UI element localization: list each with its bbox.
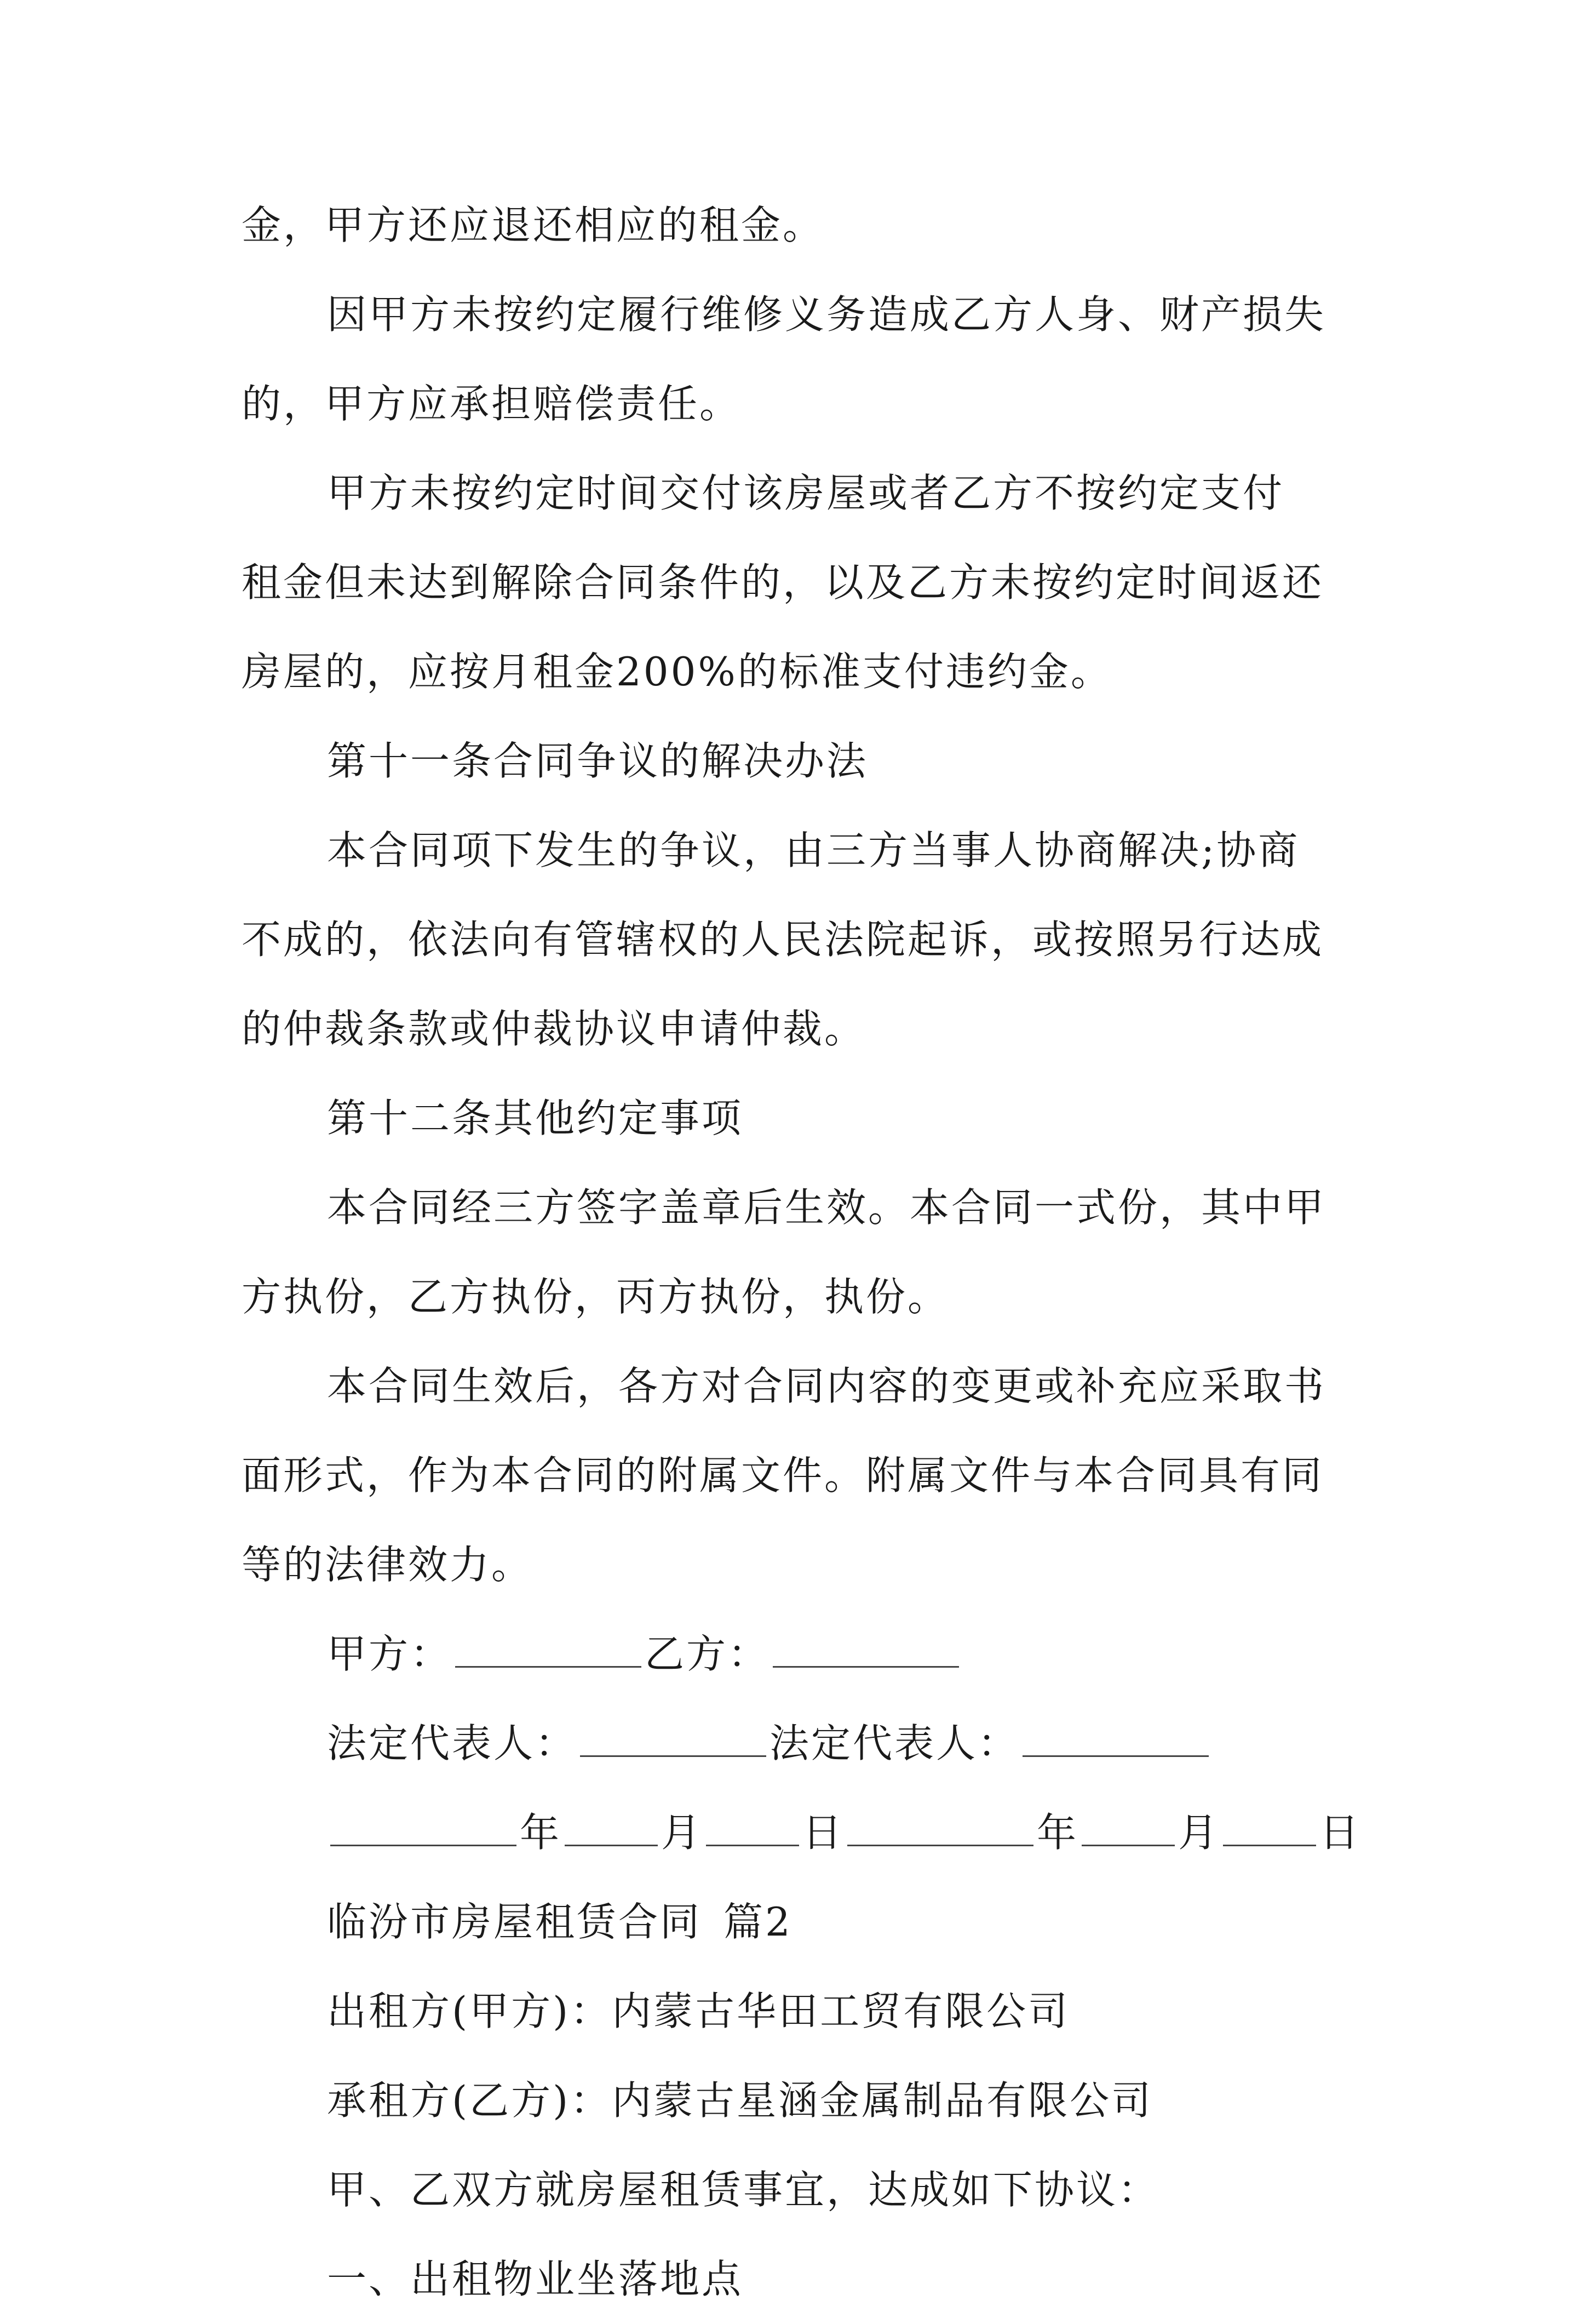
document-body — [242, 181, 1362, 2324]
rep-a-label: 法定代表人： — [327, 1720, 577, 1766]
paragraph-line: 甲方未按约定时间交付该房屋或者乙方不按约定支付 — [327, 470, 1285, 516]
year-label: 年 — [520, 1810, 562, 1856]
section-heading: 一、出租物业坐落地点 — [327, 2256, 744, 2302]
paragraph-line: 本合同经三方签字盖章后生效。本合同一式份，其中甲 — [327, 1184, 1326, 1230]
party-b-blank — [773, 1622, 959, 1668]
paragraph-line: 等的法律效力。 — [242, 1542, 533, 1588]
year-a-blank — [330, 1801, 516, 1846]
lessor-line: 出租方(甲方)：内蒙古华田工贸有限公司 — [327, 1988, 1070, 2034]
signature-representatives-line — [242, 1699, 1359, 1788]
paragraph-line: 面形式，作为本合同的附属文件。附属文件与本合同具有同 — [242, 1452, 1324, 1498]
rep-a-blank — [580, 1711, 766, 1757]
second-contract-title — [242, 1877, 1359, 1967]
paragraph-line: 不成的，依法向有管辖权的人民法院起诉，或按照另行达成 — [242, 917, 1324, 963]
party-b-label: 乙方： — [645, 1631, 770, 1677]
contract-title: 临汾市房屋租赁合同 — [327, 1899, 702, 1945]
lessee-line: 承租方(乙方)：内蒙古星涵金属制品有限公司 — [327, 2077, 1153, 2123]
year-label: 年 — [1037, 1810, 1079, 1856]
paragraph-line: 金，甲方还应退还相应的租金。 — [242, 202, 825, 248]
paragraph-line: 因甲方未按约定履行维修义务造成乙方人身、财产损失 — [327, 291, 1326, 337]
paragraph-line: 方执份，乙方执份，丙方执份，执份。 — [242, 1274, 950, 1320]
paragraph-line: 本合同生效后，各方对合同内容的变更或补充应采取书 — [327, 1363, 1326, 1409]
party-a-blank — [455, 1622, 641, 1668]
rep-b-blank — [1023, 1711, 1209, 1757]
month-label: 月 — [1178, 1810, 1220, 1856]
day-label: 日 — [802, 1810, 845, 1856]
party-a-label: 甲方： — [327, 1631, 452, 1677]
day-a-blank — [706, 1801, 799, 1846]
signature-parties-line — [242, 1610, 1359, 1699]
paragraph-line: 的仲裁条款或仲裁协议申请仲裁。 — [242, 1006, 866, 1052]
paragraph-line: 本合同项下发生的争议，由三方当事人协商解决;协商 — [327, 827, 1300, 873]
paragraph-line: 租金但未达到解除合同条件的，以及乙方未按约定时间返还 — [242, 559, 1324, 605]
agreement-line: 甲、乙双方就房屋租赁事宜，达成如下协议： — [327, 2167, 1160, 2213]
article-heading: 第十二条其他约定事项 — [327, 1095, 744, 1141]
article-heading: 第十一条合同争议的解决办法 — [327, 738, 869, 784]
month-b-blank — [1082, 1801, 1175, 1846]
day-label: 日 — [1319, 1810, 1362, 1856]
paragraph-line: 房屋的，应按月租金200%的标准支付违约金。 — [242, 649, 1112, 695]
paragraph-line: 的，甲方应承担赔偿责任。 — [242, 381, 742, 427]
month-label: 月 — [661, 1810, 703, 1856]
rep-b-label: 法定代表人： — [769, 1720, 1020, 1766]
day-b-blank — [1223, 1801, 1316, 1846]
month-a-blank — [565, 1801, 658, 1846]
year-b-blank — [847, 1801, 1033, 1846]
contract-part: 篇2 — [723, 1899, 792, 1945]
signature-date-line — [242, 1788, 1362, 1877]
